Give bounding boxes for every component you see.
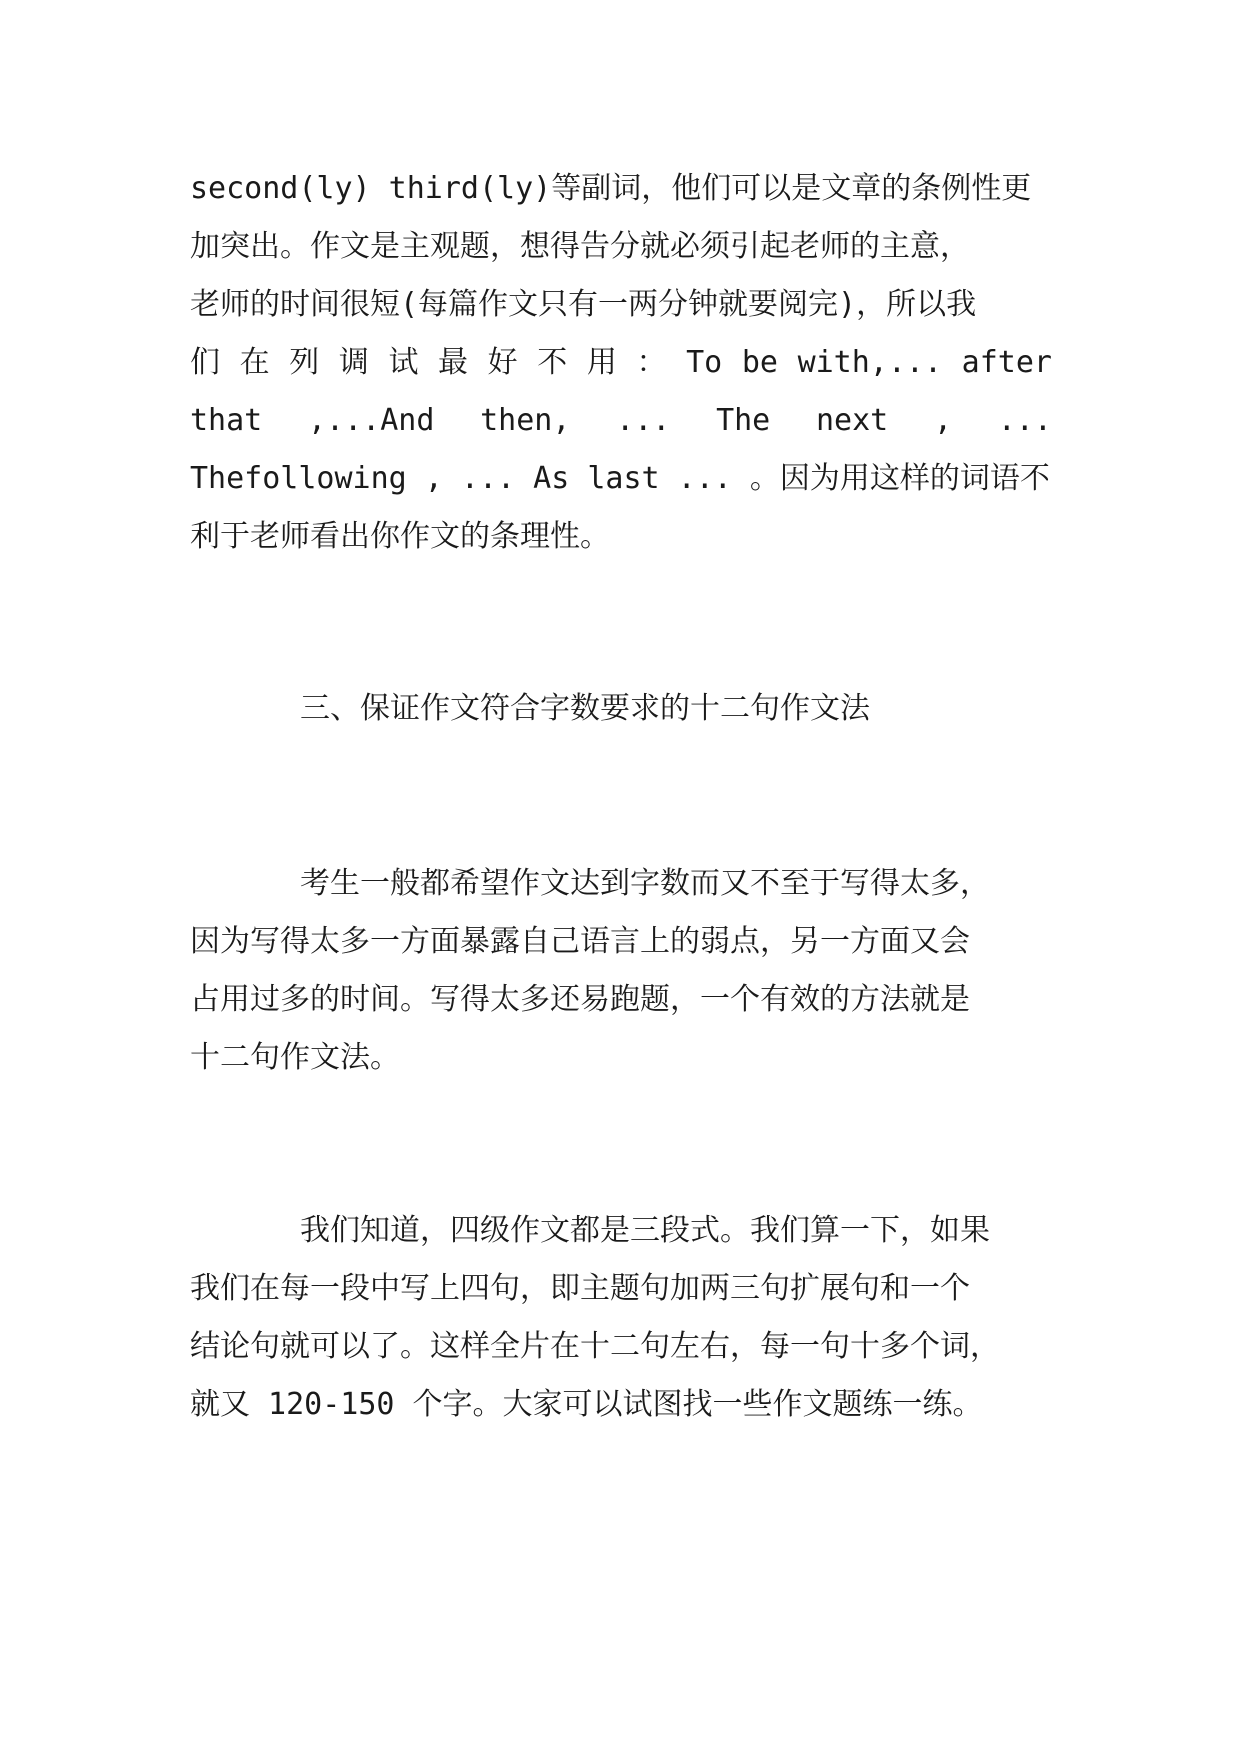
word: 们: [190, 345, 220, 380]
word: ...: [616, 403, 671, 438]
word: ：: [636, 345, 667, 380]
word: after: [961, 345, 1052, 380]
text-line: 结论句就可以了。这样全片在十二句左右，每一句十多个词，: [190, 1329, 1000, 1364]
text-line: 我们在每一段中写上四句，即主题句加两三句扩展句和一个: [190, 1271, 970, 1306]
word: The: [716, 403, 771, 438]
text-line: 占用过多的时间。写得太多还易跑题，一个有效的方法就是: [190, 982, 970, 1017]
word: 调: [338, 345, 369, 380]
text-line: [190, 160, 1052, 218]
word: be: [741, 345, 778, 380]
text-line-justified: [190, 392, 1052, 450]
text-line: Thefollowing , ... As last ... 。因为用这样的词语不: [190, 461, 1050, 496]
word: To: [686, 345, 723, 380]
text-line: 就又 120-150 个字。大家可以试图找一些作文题练一练。: [190, 1387, 983, 1422]
word: next: [815, 403, 889, 438]
text-line-justified: [190, 334, 1052, 392]
word: then,: [480, 403, 571, 438]
text-line-content: second(ly) third(ly)等副词，他们可以是文章的条例性更: [190, 171, 1032, 206]
paragraph-1: [190, 160, 1052, 566]
word: 最: [438, 345, 469, 380]
word: 试: [388, 345, 419, 380]
paragraph-3: [190, 1202, 1052, 1434]
paragraph-2: [190, 855, 1052, 1087]
word: 好: [487, 345, 518, 380]
word: ...: [997, 403, 1052, 438]
word: 不: [537, 345, 568, 380]
text-line: 考生一般都希望作文达到字数而又不至于写得太多，: [300, 866, 990, 901]
section-heading: 三、保证作文符合字数要求的十二句作文法: [300, 691, 870, 726]
word: ,: [933, 403, 952, 438]
word: that: [190, 403, 263, 438]
text-line: 因为写得太多一方面暴露自己语言上的弱点，另一方面又会: [190, 924, 970, 959]
text-line: 老师的时间很短(每篇作文只有一两分钟就要阅完)，所以我: [190, 287, 977, 322]
word: 用: [586, 345, 617, 380]
text-line: 利于老师看出你作文的条理性。: [190, 519, 610, 554]
text-line: 加突出。作文是主观题，想得告分就必须引起老师的主意，: [190, 229, 970, 264]
word: 在: [239, 345, 270, 380]
word: 列: [289, 345, 320, 380]
word: with,...: [797, 345, 943, 380]
word: ,...And: [307, 403, 435, 438]
text-line: 十二句作文法。: [190, 1040, 400, 1075]
text-line: 我们知道，四级作文都是三段式。我们算一下，如果: [300, 1213, 990, 1248]
